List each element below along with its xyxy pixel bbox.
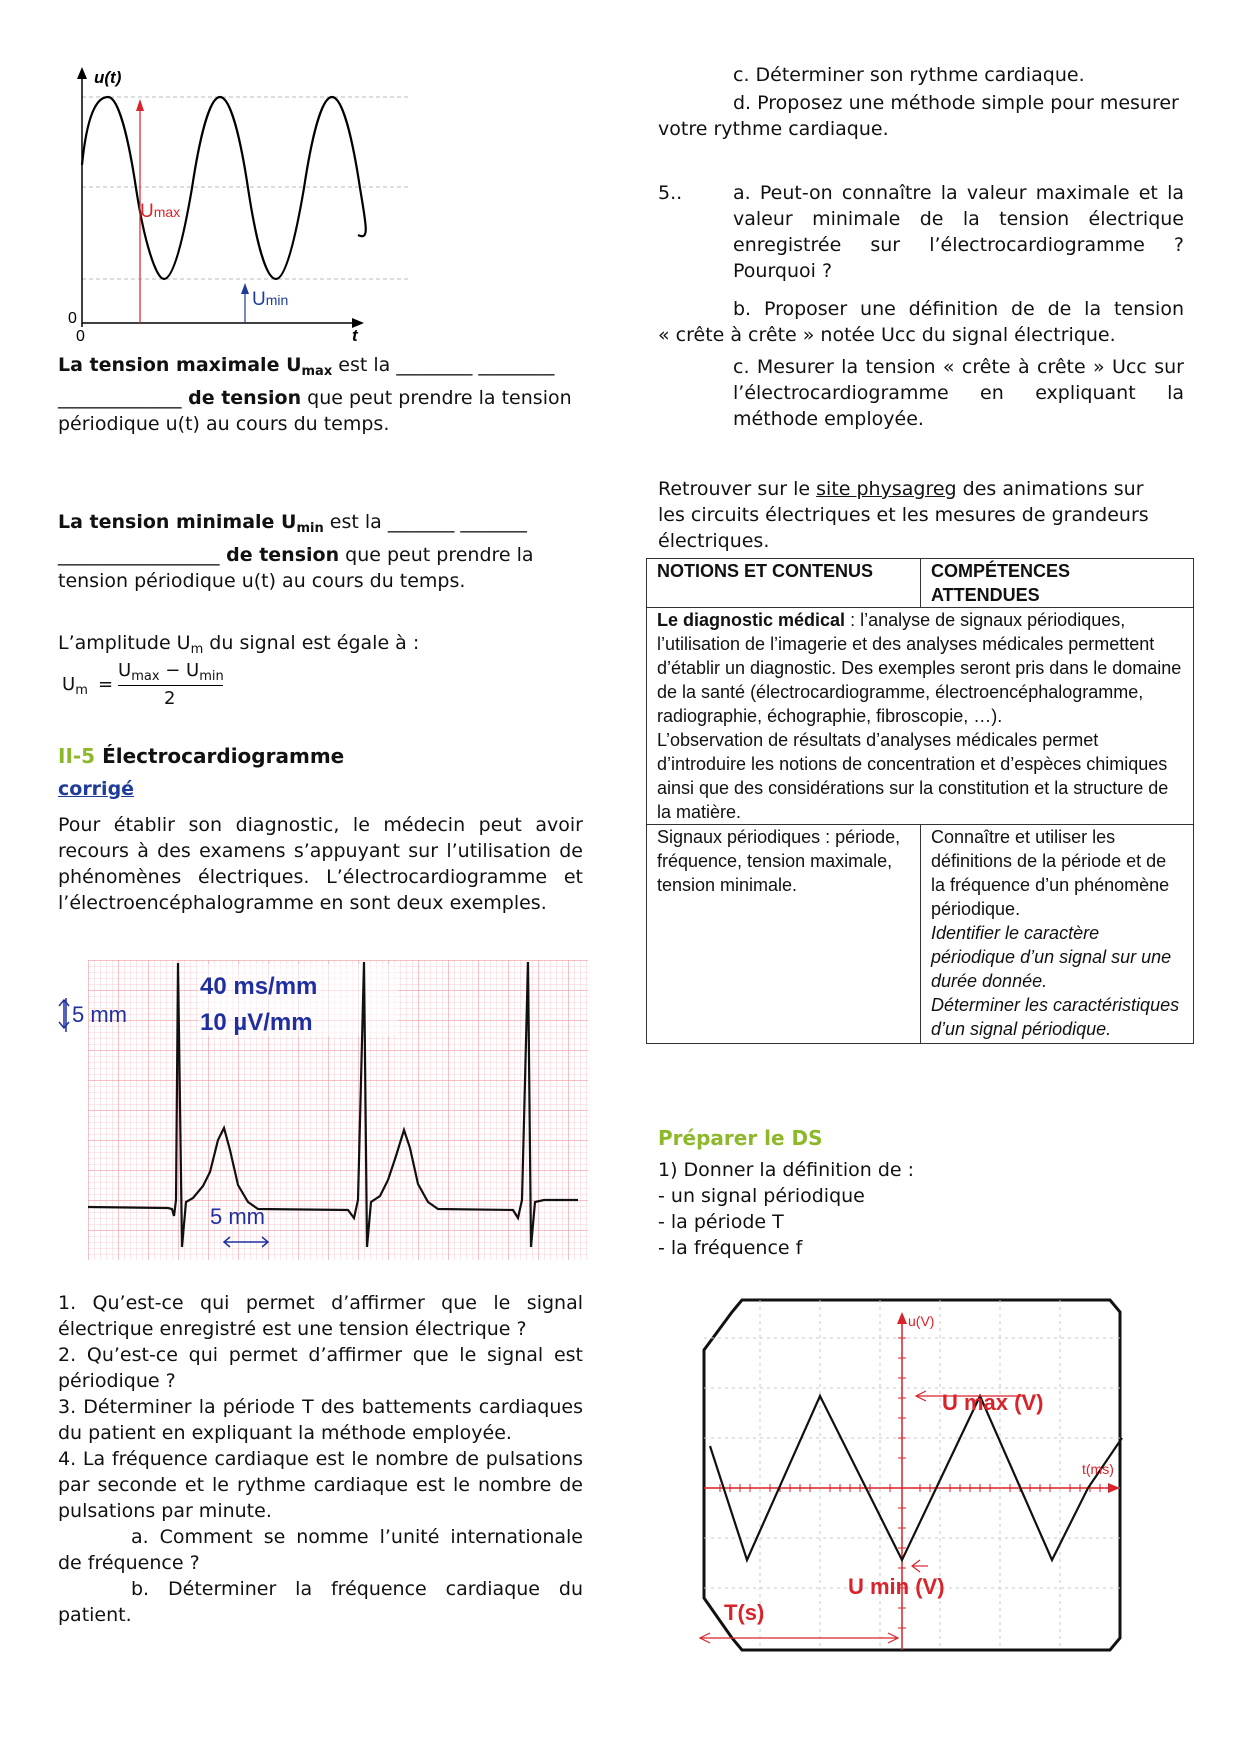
umin-label: Umin bbox=[252, 289, 289, 310]
question-5b: b. Proposer une définition de de la tension « crête à crête » notée Ucc du signal électrique. bbox=[658, 298, 1184, 346]
list-item: 1) Donner la définition de : bbox=[658, 1159, 915, 1181]
scope-umin-label: U min (V) bbox=[848, 1574, 945, 1599]
umin-definition: La tension minimale $U_{min}$ est la _______ _______ _________________ de tension que peut prendre la tension périodique u(t) au cours du temps. bbox=[58, 511, 534, 592]
sine-y-label: u(t) bbox=[94, 68, 122, 87]
list-item: - la fréquence f bbox=[658, 1237, 803, 1259]
table-row bbox=[647, 825, 1194, 1044]
question-4c: c. Déterminer son rythme cardiaque. bbox=[733, 64, 1085, 86]
ecg-vertical-ref bbox=[59, 1000, 69, 1028]
table-row bbox=[647, 608, 1194, 825]
question-4d: d. Proposez une méthode simple pour mesurer votre rythme cardiaque. bbox=[658, 92, 1179, 140]
umin-blank-1[interactable]: _______ _______ bbox=[387, 511, 527, 533]
amplitude-text: L’amplitude $U_m$ du signal est égale à : bbox=[58, 632, 420, 657]
table-header-notions: NOTIONS ET CONTENUS bbox=[647, 559, 921, 608]
table-cell-diagnostic: Le diagnostic médical : l’analyse de signaux périodiques, l’utilisation de l’imagerie et des analyses médicales permettent d’établir un diagnostic. Des exemples seront pris dans le domaine de la santé (électrocardiogramme, électroencéphalogramme, radiographie, échographie, fibroscopie, …). L’observation de résultats d’analyses médicales permet d’introduire les notions de concentration et d’espèces chimiques ainsi que des considérations sur la constitution et la structure de la matière. bbox=[647, 608, 1194, 825]
table-header-competences: COMPÉTENCES ATTENDUES bbox=[921, 559, 1194, 608]
ecg-chart bbox=[58, 960, 588, 1260]
table-header-row bbox=[647, 559, 1194, 608]
scope-umax-label: U max (V) bbox=[942, 1390, 1044, 1415]
ds-list bbox=[658, 1157, 914, 1261]
ds-title: Préparer le DS bbox=[658, 1126, 823, 1150]
scope-y-label: u(V) bbox=[908, 1313, 935, 1329]
section-title: II-5 Électrocardiogramme bbox=[58, 744, 345, 768]
sine-y-arrow bbox=[77, 67, 87, 79]
sine-origin-x: 0 bbox=[76, 328, 85, 345]
oscilloscope-chart bbox=[690, 1298, 1190, 1652]
scope-x-label: t(ms) bbox=[1082, 1461, 1114, 1477]
umax-blank-2[interactable]: _____________ bbox=[58, 387, 182, 409]
sine-curve bbox=[82, 97, 366, 279]
amplitude-formula: $U_m$ = $U_{max} - U_{min}$ 2 bbox=[62, 660, 224, 709]
question-4a: a. Comment se nomme l’unité internationale de fréquence ? bbox=[58, 1526, 583, 1574]
ecg-scale-time: 40 ms/mm bbox=[200, 973, 318, 1000]
question-4b: b. Déterminer la fréquence cardiaque du patient. bbox=[58, 1578, 583, 1626]
scope-period-label: T(s) bbox=[724, 1600, 765, 1625]
question-3: 3. Déterminer la période T des battements cardiaques du patient en expliquant la méthode employée. bbox=[58, 1396, 583, 1444]
umin-blank-2[interactable]: _________________ bbox=[58, 544, 220, 566]
physagreg-link[interactable]: site physagreg bbox=[816, 478, 957, 500]
umax-definition: La tension maximale $U_{max}$ est la ________ ________ _____________ de tension que peut prendre la tension périodique u(t) au cours du temps. bbox=[58, 354, 572, 435]
question-4: 4. La fréquence cardiaque est le nombre de pulsations par seconde et le rythme cardiaque est le nombre de pulsations par minute. bbox=[58, 1448, 583, 1522]
question-5c: c. Mesurer la tension « crête à crête » Ucc sur l’électrocardiogramme en expliquant la méthode employée. bbox=[733, 356, 1184, 430]
sine-wave-graph bbox=[60, 65, 420, 345]
question-5-number: 5.. bbox=[658, 182, 683, 204]
sine-x-label: t bbox=[352, 326, 358, 345]
ecg-horizontal-ref-label: 5 mm bbox=[210, 1204, 265, 1229]
umin-arrow-head bbox=[241, 283, 249, 294]
table-cell-signaux: Signaux périodiques : période, fréquence, tension maximale, tension minimale. bbox=[647, 825, 921, 1044]
list-item: - la période T bbox=[658, 1211, 784, 1233]
umax-arrow-head bbox=[136, 99, 144, 111]
ecg-vertical-ref-label: 5 mm bbox=[72, 1002, 127, 1027]
question-2: 2. Qu’est-ce qui permet d’affirmer que le signal est périodique ? bbox=[58, 1344, 583, 1392]
corrige-link[interactable]: corrigé bbox=[58, 778, 135, 800]
competences-table bbox=[646, 558, 1194, 1044]
retrouver-paragraph: Retrouver sur le site physagreg des animations sur les circuits électriques et les mesures de grandeurs électriques. bbox=[658, 478, 1149, 552]
table-cell-competences: Connaître et utiliser les définitions de la période et de la fréquence d’un phénomène périodique. Identifier le caractère périodique d’un signal sur une durée donnée. Déterminer les caractéristiques d’un signal périodique. bbox=[921, 825, 1194, 1044]
umax-blank-1[interactable]: ________ ________ bbox=[396, 354, 555, 376]
question-5a: a. Peut-on connaître la valeur maximale et la valeur minimale de la tension électrique enregistrée sur l’électrocardiogramme ? Pourquoi ? bbox=[733, 182, 1184, 282]
umax-label: Umax bbox=[140, 201, 181, 222]
questions-block bbox=[58, 1290, 583, 1628]
list-item: - un signal périodique bbox=[658, 1185, 865, 1207]
ecg-scale-voltage: 10 µV/mm bbox=[200, 1009, 313, 1036]
question-1: 1. Qu’est-ce qui permet d’affirmer que le signal électrique enregistré est une tension électrique ? bbox=[58, 1292, 583, 1340]
intro-paragraph: Pour établir son diagnostic, le médecin peut avoir recours à des examens s’appuyant sur l’utilisation de phénomènes électriques. L’électrocardiogramme et l’électroencéphalogramme en sont deux exemples. bbox=[58, 814, 583, 914]
sine-origin-y: 0 bbox=[68, 310, 77, 327]
